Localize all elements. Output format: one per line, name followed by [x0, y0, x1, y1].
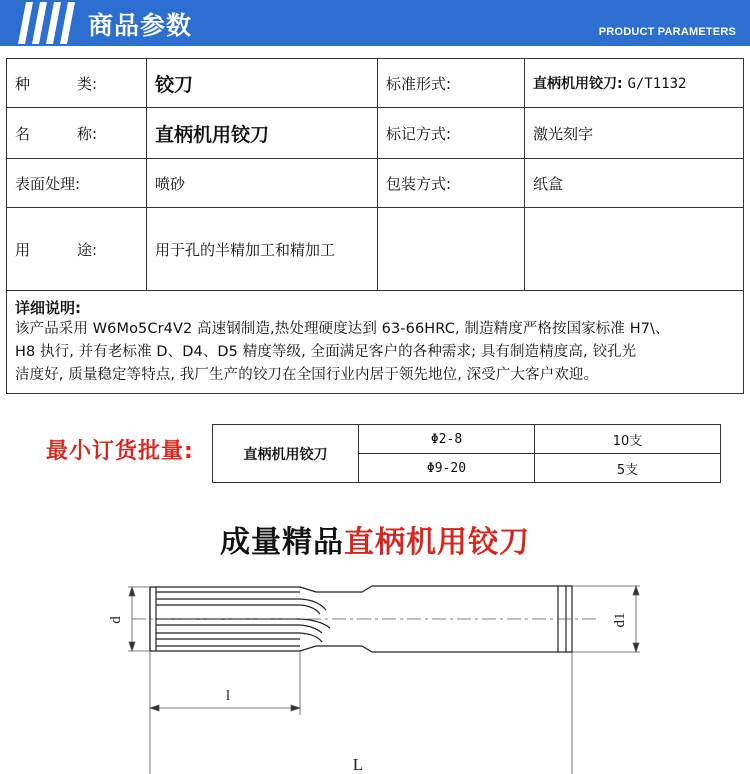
table-row — [7, 59, 744, 108]
dimension-lines — [128, 586, 640, 774]
type-value: 铰刀 — [147, 59, 378, 108]
dimension-d-label: d — [108, 616, 124, 624]
surface-label: 表面处理: — [7, 159, 147, 208]
moq-range: Φ9-20 — [359, 454, 535, 483]
section-header — [0, 0, 750, 46]
standard-value: 直柄机用铰刀: G/T1132 — [525, 59, 744, 108]
slogan-black: 成量精品 — [220, 525, 344, 560]
detail-line: H8 执行, 并有老标准 D、D4、D5 精度等级, 全面满足客户的各种需求; 具有制造精度高, 铰孔光 — [15, 343, 637, 360]
detail-title: 详细说明: — [15, 298, 81, 317]
detail-line: 该产品采用 W6Mo5Cr4V2 高速钢制造,热处理硬度达到 63-66HRC, 制造精度严格按国家标准 H7\、 — [15, 320, 670, 337]
surface-value: 喷砂 — [147, 159, 378, 208]
empty-cell — [525, 208, 744, 291]
section-title: 商品参数 — [88, 11, 193, 40]
moq-product: 直柄机用铰刀 — [213, 425, 359, 483]
use-value: 用于孔的半精加工和精加工 — [147, 208, 378, 291]
detail-cell — [7, 291, 744, 394]
package-value: 纸盒 — [525, 159, 744, 208]
standard-label: 标准形式: — [378, 59, 525, 108]
name-value: 直柄机用铰刀 — [147, 108, 378, 159]
moq-table — [212, 424, 721, 483]
parameters-table — [6, 58, 744, 394]
package-label: 包装方式: — [378, 159, 525, 208]
moq-label: 最小订货批量: — [46, 439, 194, 464]
marking-value: 激光刻字 — [525, 108, 744, 159]
table-row — [7, 208, 744, 291]
section-subtitle: PRODUCT PARAMETERS — [598, 26, 736, 38]
slogan-red: 直柄机用铰刀 — [344, 525, 530, 560]
brand-stripes-icon — [18, 2, 78, 44]
dimension-d1-label: d1 — [612, 612, 628, 628]
table-row — [7, 291, 744, 394]
empty-cell — [378, 208, 525, 291]
table-row — [7, 159, 744, 208]
use-label: 用 途: — [7, 208, 147, 291]
table-row — [213, 425, 721, 454]
moq-qty: 5支 — [535, 454, 721, 483]
moq-range: Φ2-8 — [359, 425, 535, 454]
name-label: 名 称: — [7, 108, 147, 159]
slogan — [0, 517, 750, 561]
moq-qty: 10支 — [535, 425, 721, 454]
reamer-drawing — [0, 570, 750, 774]
detail-line: 洁度好, 质量稳定等特点, 我厂生产的铰刀在全国行业内居于领先地位, 深受广大客户欢迎。 — [15, 366, 599, 383]
type-label: 种 类: — [7, 59, 147, 108]
marking-label: 标记方式: — [378, 108, 525, 159]
dimension-L-label: L — [352, 755, 364, 774]
dimension-l-label: l — [225, 688, 231, 704]
table-row — [7, 108, 744, 159]
